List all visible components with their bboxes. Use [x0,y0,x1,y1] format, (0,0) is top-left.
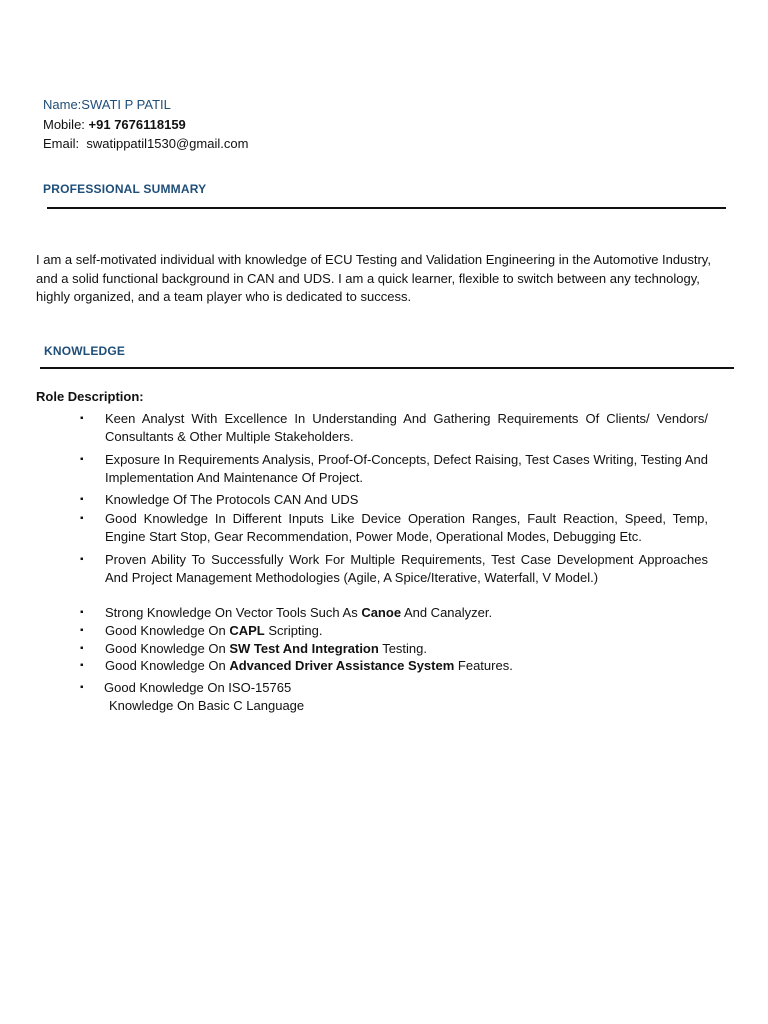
mobile-value: +91 7676118159 [88,117,186,132]
bullet-icon: ▪ [80,513,84,524]
list-item: ▪ Knowledge Of The Protocols CAN And UDS [80,492,359,507]
list-item: ▪ Good Knowledge In Different Inputs Like Device Operation Ranges, Fault Reaction, Speed, Temp, Engine Start Stop, Gear Recommendation, Power Mode, Operational Modes, Debugging Etc. [80,511,708,544]
bullet-icon: ▪ [80,625,84,636]
email-label: Email: [43,136,87,151]
list-item: ▪ Good Knowledge On Advanced Driver Assistance System Features. [80,658,513,673]
list-item: ▪ Strong Knowledge On Vector Tools Such As Canoe And Canalyzer. [80,605,493,620]
bullet-icon: ▪ [80,682,84,693]
list-item: ▪ Exposure In Requirements Analysis, Proof-Of-Concepts, Defect Raising, Test Cases Writing, Testing And Implementation And Maintenance Of Project. [80,452,708,485]
summary-paragraph: I am a self-motivated individual with knowledge of ECU Testing and Validation Engineering in the Automotive Industry, and a solid functional background in CAN and UDS. I am a quick learner, flexible to switch between any technology, highly organized, and a team player who is dedicated to success. [36,252,711,304]
role-description-label: Role Description: [36,389,144,404]
list-item: ▪ Proven Ability To Successfully Work For Multiple Requirements, Test Case Development Approaches And Project Management Methodologies (Agile, A Spice/Iterative, Waterfall, V Model.) [80,552,708,585]
mobile-label: Mobile: [43,117,89,132]
summary-divider [47,207,726,209]
basic-c-knowledge-line: Knowledge On Basic C Language [109,698,305,713]
email-value: swatippatil1530@gmail.com [86,136,249,151]
bullet-icon: ▪ [80,607,84,618]
list-item: ▪ Good Knowledge On SW Test And Integration Testing. [80,641,427,656]
bullet-icon: ▪ [80,454,84,465]
bullet-icon: ▪ [80,660,84,671]
bullet-icon: ▪ [80,494,84,505]
list-item: ▪ Good Knowledge On CAPL Scripting. [80,623,323,638]
bullet-icon: ▪ [80,554,84,565]
list-item: ▪ Keen Analyst With Excellence In Understanding And Gathering Requirements Of Clients/ Vendors/ Consultants & Other Multiple Stakeholders. [80,411,708,444]
list-item: ▪ Good Knowledge On ISO-15765 [80,680,292,695]
knowledge-divider [40,367,734,369]
bullet-icon: ▪ [80,413,84,424]
bullet-icon: ▪ [80,643,84,654]
email-line [43,136,248,152]
professional-summary-heading: PROFESSIONAL SUMMARY [43,182,207,196]
knowledge-heading: KNOWLEDGE [44,344,126,358]
mobile-line [43,117,186,133]
candidate-name: Name:SWATI P PATIL [43,97,171,112]
